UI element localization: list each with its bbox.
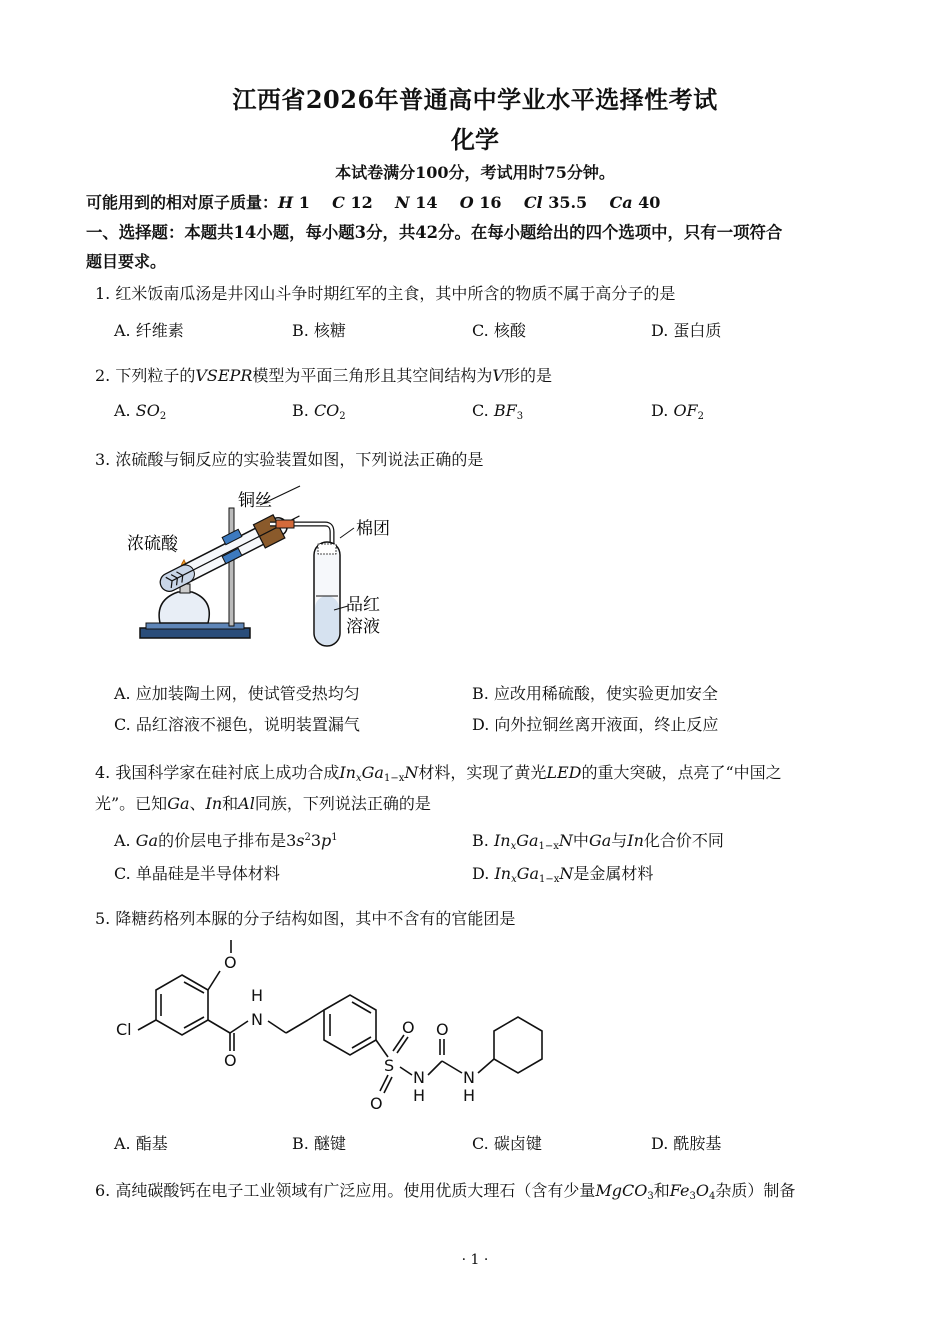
atomic-masses [86, 190, 660, 213]
q3-option-a: A. 应加装陶土网，使试管受热均匀 [114, 684, 360, 703]
oxygen-sulfonyl-upper: O [402, 1018, 415, 1037]
question-2-stem [95, 363, 552, 386]
q4-text: 和 [222, 794, 239, 813]
q1-option-b: B. 核糖 [292, 321, 346, 340]
ring-s-bond [376, 1040, 388, 1057]
q2-option-c: C. $BF_3$ [472, 401, 524, 422]
section-heading-line2: 题目要求。 [86, 252, 167, 271]
q4-text: 材料，实现了黄光 [418, 763, 547, 782]
q5-option-c: C. 碳卤键 [472, 1134, 542, 1153]
hydrogen-sulfonamide: H [413, 1086, 426, 1105]
q5-option-a: A. 酯基 [114, 1134, 168, 1153]
label-solution-line2: 溶液 [346, 617, 380, 637]
element-symbol: Ga [167, 794, 190, 813]
exam-title: 江西省2026年普通高中学业水平选择性考试 [232, 85, 718, 114]
question-4-stem-line1 [95, 760, 782, 784]
c-n-bond [230, 1021, 248, 1033]
q4-text: 的重大突破，点亮了“中国之 [581, 763, 782, 782]
cotton-ball [318, 544, 336, 554]
q4-term: LED [546, 763, 582, 782]
leader-cotton [340, 528, 354, 538]
q4-text: 4. 我国科学家在硅衬底上成功合成 [95, 763, 340, 782]
ring1-double [184, 982, 204, 993]
formula-part: 1−x [383, 773, 405, 784]
formula-part: Fe [669, 1181, 690, 1200]
q1-option-a: A. 纤维素 [114, 321, 184, 340]
rubber-connector [276, 520, 294, 528]
q5-option-b: B. 醚键 [292, 1134, 346, 1153]
q3-option-c: C. 品红溶液不褪色，说明装置漏气 [114, 715, 360, 734]
q6-text: 和 [653, 1181, 670, 1200]
element-symbol: O [459, 193, 474, 212]
element-symbol: N [395, 193, 410, 212]
element-symbol: Al [238, 794, 255, 813]
element-symbol: Cl [523, 193, 543, 212]
molecule-structure [108, 935, 558, 1120]
q5-option-d: D. 酰胺基 [651, 1134, 722, 1153]
formula-part: N [404, 763, 419, 782]
atomic-masses-label: 可能用到的相对原子质量： [86, 193, 279, 212]
nitrogen-urea-label: N [463, 1068, 475, 1087]
label-conc-acid: 浓硫酸 [127, 534, 178, 554]
q3-option-d: D. 向外拉铜丝离开液面，终止反应 [472, 715, 719, 734]
q2-term: V [492, 366, 504, 385]
formula-part: O [695, 1181, 709, 1200]
ring2-double [352, 1002, 371, 1013]
q2-text: 模型为平面三角形且其空间结构为 [252, 366, 493, 385]
hydrogen-amide-label: H [251, 986, 264, 1005]
q2-option-a: A. $SO_2$ [114, 401, 167, 422]
element-mass: 16 [479, 193, 502, 212]
q1-option-c: C. 核酸 [472, 321, 526, 340]
q6-text: 杂质）制备 [715, 1181, 796, 1200]
q2-text: 形的是 [503, 366, 552, 385]
oxygen-urea-label: O [436, 1020, 449, 1039]
stand-rod [229, 508, 234, 626]
s-o-upper-1 [393, 1035, 404, 1051]
q4-option-d: D. $In_xGa_{1-x}N$是金属材料 [472, 864, 654, 885]
ch2-ring [308, 1010, 324, 1020]
sulfur-label: S [384, 1056, 395, 1075]
q4-option-c: C. 单晶硅是半导体材料 [114, 864, 280, 883]
q1-option-d: D. 蛋白质 [651, 321, 722, 340]
question-6-stem [95, 1178, 795, 1202]
page-number: · 1 · [461, 1252, 489, 1268]
q2-text: 2. 下列粒子的 [95, 366, 196, 385]
formula-part: Ga [361, 763, 384, 782]
question-3-stem: 3. 浓硫酸与铜反应的实验装置如图，下列说法正确的是 [95, 450, 484, 469]
oxygen-methoxy-label: O [224, 953, 237, 972]
element-mass: 12 [350, 193, 373, 212]
q2-term: VSEPR [195, 366, 253, 385]
element-mass: 14 [415, 193, 438, 212]
formula-part: x [355, 773, 362, 784]
n-c-bond [428, 1061, 442, 1075]
benzene-ring-1 [156, 975, 208, 1035]
element-symbol: C [332, 193, 345, 212]
atom-labels [116, 953, 475, 1113]
element-mass: 1 [298, 193, 310, 212]
alcohol-lamp [159, 592, 209, 623]
oxygen-sulfonyl-lower: O [370, 1094, 383, 1113]
c-o-bond [208, 971, 220, 990]
c-carbonyl [208, 1020, 230, 1033]
label-cotton: 棉团 [356, 519, 390, 539]
q4-text: 、 [189, 794, 206, 813]
label-solution-line1: 品红 [346, 595, 380, 615]
q2-option-b: B. $CO_2$ [292, 401, 346, 422]
q6-text: 6. 高纯碳酸钙在电子工业领域有广泛应用。使用优质大理石（含有少量 [95, 1181, 596, 1200]
element-symbol: H [278, 193, 294, 212]
solution-fill [315, 596, 339, 645]
question-1-stem: 1. 红米饭南瓜汤是井冈山斗争时期红军的主食，其中所含的物质不属于高分子的是 [95, 284, 676, 303]
n-ch2 [268, 1021, 286, 1033]
label-copper-wire: 铜丝 [238, 491, 272, 511]
question-5-stem: 5. 降糖药格列本脲的分子结构如图，其中不含有的官能团是 [95, 909, 516, 928]
element-mass: 35.5 [548, 193, 588, 212]
element-mass: 40 [638, 193, 661, 212]
question-4-stem-line2 [95, 791, 431, 814]
apparatus-figure [110, 480, 420, 650]
c-n-urea [442, 1061, 462, 1073]
bonds [138, 940, 542, 1093]
ch2-ch2 [286, 1020, 308, 1033]
q4-option-a: A. Ga的价层电子排布是$3s^23p^1$ [114, 831, 338, 850]
q4-text: 光”。已知 [95, 794, 168, 813]
s-o-upper-2 [397, 1037, 408, 1053]
section-heading-line1: 一、选择题：本题共14小题，每小题3分，共42分。在每小题给出的四个选项中，只有一项符合 [86, 223, 783, 242]
nitrogen-sulfonamide: N [413, 1068, 425, 1087]
ring2-double [352, 1037, 371, 1048]
element-symbol: Ca [609, 193, 633, 212]
element-symbol: In [205, 794, 223, 813]
q4-option-b: B. $In_xGa_{1-x}N$中Ga与In化合价不同 [472, 831, 724, 852]
nitrogen-amide-label: N [251, 1010, 263, 1029]
ring1-double [184, 1017, 204, 1028]
c-cl-bond [138, 1020, 156, 1030]
formula-part: 3 [689, 1191, 696, 1202]
oxygen-carbonyl-label: O [224, 1051, 237, 1070]
subject-title: 化学 [451, 125, 499, 154]
formula-part: 4 [708, 1191, 716, 1202]
exam-note: 本试卷满分100分，考试用时75分钟。 [335, 163, 615, 182]
chlorine-label: Cl [116, 1020, 132, 1039]
benzene-ring-2 [324, 995, 376, 1055]
q4-text: 同族，下列说法正确的是 [254, 794, 431, 813]
q3-option-b: B. 应改用稀硫酸，使实验更加安全 [472, 684, 718, 703]
formula-part: 3 [647, 1191, 654, 1202]
formula-part: In [339, 763, 356, 782]
n-cyclohexyl [478, 1059, 494, 1073]
s-n-bond [400, 1067, 412, 1075]
formula-part: MgCO [595, 1181, 648, 1200]
hydrogen-urea-label: H [463, 1086, 476, 1105]
q2-option-d: D. $OF_2$ [651, 401, 705, 422]
cyclohexane-ring [494, 1017, 542, 1073]
